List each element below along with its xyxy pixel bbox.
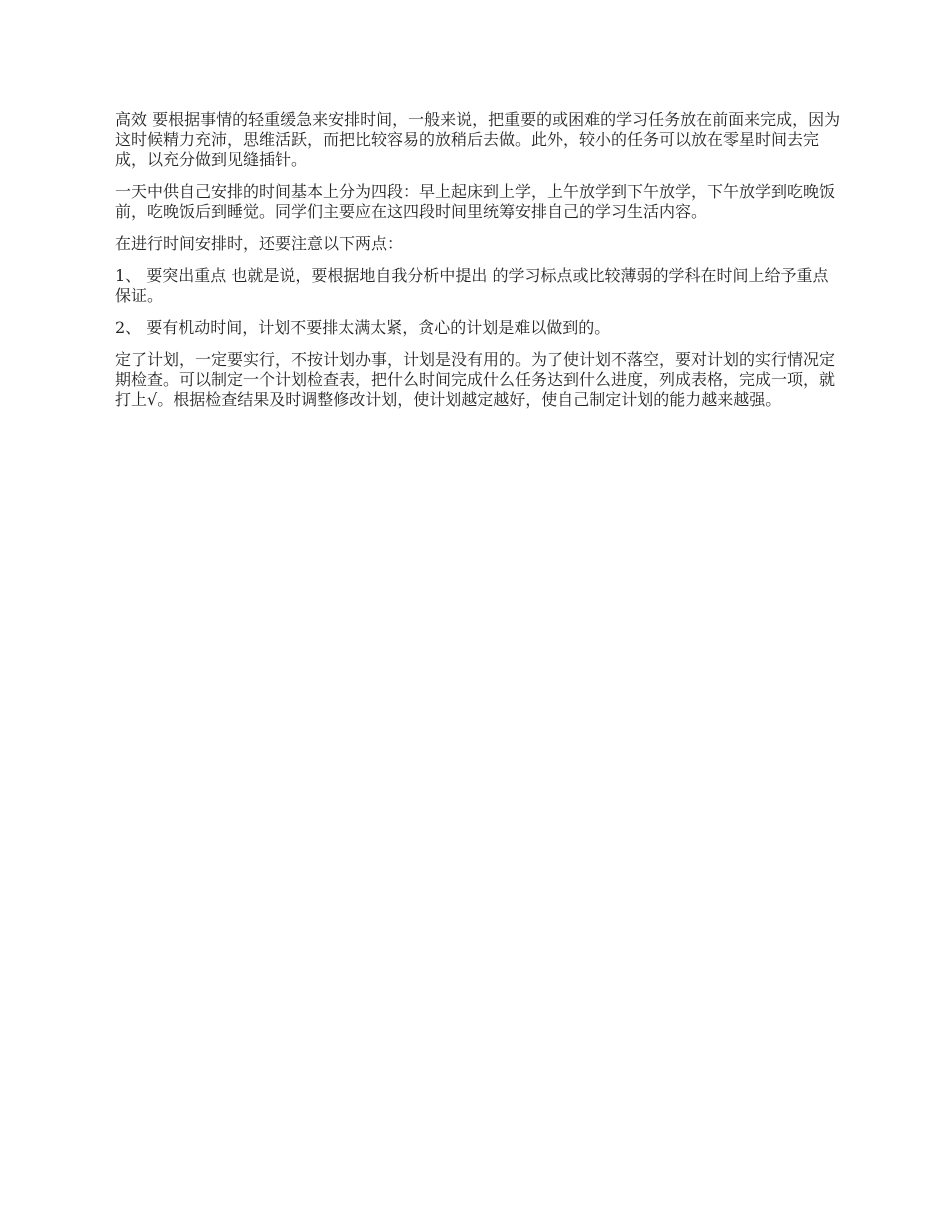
paragraph-four-periods: 一天中供自己安排的时间基本上分为四段：早上起床到上学，上午放学到下午放学，下午放学到吃晚饭前，吃晚饭后到睡觉。同学们主要应在这四段时间里统筹安排自己的学习生活内容。 bbox=[115, 182, 836, 221]
paragraph-two-points-intro: 在进行时间安排时，还要注意以下两点： bbox=[115, 234, 404, 253]
paragraph-plan-execution: 定了计划，一定要实行，不按计划办事，计划是没有用的。为了使计划不落空，要对计划的实行情况定期检查。可以制定一个计划检查表，把什么时间完成什么任务达到什么进度，列成表格，完成一项，就打上√。根据检查结果及时调整修改计划，使计划越定越好，使自己制定计划的能力越来越强。 bbox=[115, 350, 836, 409]
paragraph-point-two: 2、 要有机动时间，计划不要排太满太紧，贪心的计划是难以做到的。 bbox=[115, 318, 611, 337]
document-body bbox=[115, 110, 843, 422]
paragraph-point-one: 1、 要突出重点 也就是说，要根据地自我分析中提出 的学习标点或比较薄弱的学科在时间上给予重点保证。 bbox=[115, 266, 829, 305]
paragraph-time-priority: 高效 要根据事情的轻重缓急来安排时间，一般来说，把重要的或困难的学习任务放在前面来完成，因为这时候精力充沛，思维活跃，而把比较容易的放稍后去做。此外，较小的任务可以放在零星时间去完成，以充分做到见缝插针。 bbox=[115, 110, 841, 169]
